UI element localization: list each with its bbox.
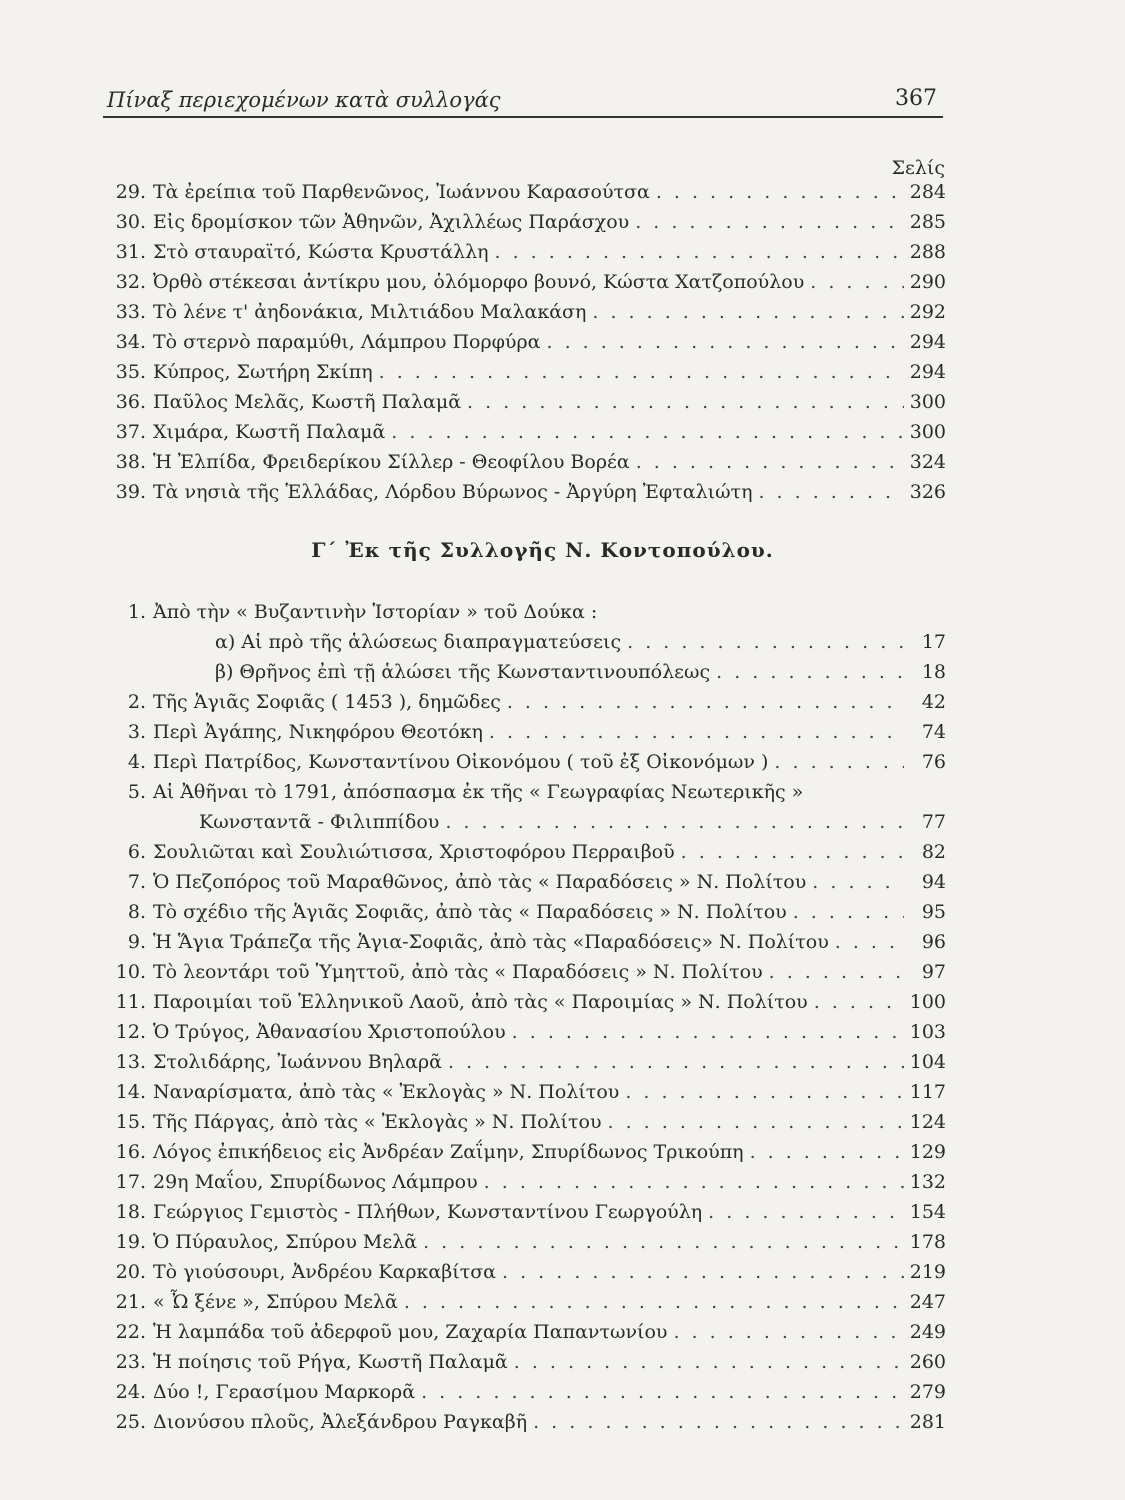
entry-number: 8. [127,901,146,923]
dot-leader [710,657,904,687]
entry-number: 2. [127,691,146,713]
entry-page: 18 [921,661,946,683]
toc-entry [100,837,946,867]
entry-number: 19. [115,1231,146,1253]
entry-number: 23. [115,1351,146,1373]
entry-title: Γεώργιος Γεμιστὸς - Πλήθων, Κωνσταντίνου Γεωργούλη [153,1201,703,1223]
entry-page: 249 [909,1321,946,1343]
toc-entry [100,357,946,387]
entry-page: 281 [909,1411,946,1433]
entry-title: Τὸ λεοντάρι τοῦ Ὑμηττοῦ, ἀπὸ τὰς « Παραδόσεις » Ν. Πολίτου [153,961,763,983]
entry-page: 247 [909,1291,946,1313]
entry-title: Τὸ σχέδιο τῆς Ἁγιᾶς Σοφιᾶς, ἀπὸ τὰς « Παραδόσεις » Ν. Πολίτου [153,901,787,923]
toc-entry [100,177,946,207]
entry-page: 117 [909,1081,946,1103]
toc-entry [100,777,946,807]
entry-title: Παῦλος Μελᾶς, Κωστῆ Παλαμᾶ [153,391,462,413]
toc-entry [100,207,946,237]
entry-page: 284 [909,181,946,203]
entry-number: 36. [115,391,146,413]
dot-leader [629,207,904,237]
entry-number: 7. [127,871,146,893]
entry-title: Παροιμίαι τοῦ Ἑλληνικοῦ Λαοῦ, ἀπὸ τὰς « Παροιμίας » Ν. Πολίτου [153,991,808,1013]
toc-subentry [100,627,946,657]
dot-leader [489,237,905,267]
dot-leader [439,807,904,837]
dot-leader [806,867,904,897]
toc-entry [100,1347,946,1377]
entry-title: Τὰ ἐρείπια τοῦ Παρθενῶνος, Ἰωάννου Καρασούτσα [153,181,650,203]
toc-entry [100,237,946,267]
section-heading [0,538,1125,562]
entry-page: 300 [909,421,946,443]
toc-entry [100,1287,946,1317]
toc-entry [100,1077,946,1107]
entry-title: Ἡ Ἐλπίδα, Φρειδερίκου Σίλλερ - Θεοφίλου Βορέα [153,451,630,473]
page-column-heading: Σελίς [891,157,945,179]
page-number: 367 [895,86,937,111]
entry-number: 24. [115,1381,146,1403]
entry-number: 4. [127,751,146,773]
toc-entry [100,717,946,747]
dot-leader [768,747,904,777]
toc-entries-2-4 [100,687,946,777]
entry-title: Ἡ ποίησις τοῦ Ρήγα, Κωστῆ Παλαμᾶ [153,1351,508,1373]
entry-page: 260 [909,1351,946,1373]
toc-entry [100,957,946,987]
header-title: Πίναξ περιεχομένων κατὰ συλλογάς [107,88,501,112]
running-header [103,82,943,118]
entry-page: 17 [921,631,946,653]
entry-title: Τὸ στερνὸ παραμύθι, Λάμπρου Πορφύρα [153,331,541,353]
entry-number: 6. [127,841,146,863]
entry-page: 294 [909,331,946,353]
entry-title: Ὁ Πεζοπόρος τοῦ Μαραθῶνος, ἀπὸ τὰς « Παραδόσεις » Ν. Πολίτου [153,871,807,893]
entry-title: Τὰ νησιὰ τῆς Ἑλλάδας, Λόρδου Βύρωνος - Ἀργύρη Ἐφταλιώτη [153,481,753,503]
toc-entry [100,477,946,507]
dot-leader [744,1137,904,1167]
entry-title: α) Αἱ πρὸ τῆς ἁλώσεως διαπραγματεύσεις [215,631,622,653]
entry-number: 5. [127,781,146,803]
section-title: Γ΄ Ἐκ τῆς Συλλογῆς Ν. Κοντοπούλου. [311,538,774,562]
toc-entry-continuation [100,807,946,837]
entry-number: 25. [115,1411,146,1433]
toc-list-part-b [100,177,946,507]
entry-page: 96 [921,931,946,953]
entry-title: Διονύσου πλοῦς, Ἀλεξάνδρου Ραγκαβῆ [153,1411,528,1433]
toc-entry [100,1227,946,1257]
toc-entries-6-25 [100,837,946,1437]
dot-leader [829,927,904,957]
toc-subentry [100,657,946,687]
entry-number: 16. [115,1141,146,1163]
dot-leader [478,1167,904,1197]
entry-title: Λόγος ἐπικήδειος εἰς Ἀνδρέαν Ζαΐμην, Σπυρίδωνος Τρικούπη [153,1141,744,1163]
toc-entry [100,267,946,297]
entry-page: 95 [921,901,946,923]
dot-leader [501,687,904,717]
dot-leader [602,1107,905,1137]
entry-number: 34. [115,331,146,353]
toc-entry [100,417,946,447]
entry-page: 294 [909,361,946,383]
entry-number: 22. [115,1321,146,1343]
entry-number: 11. [115,991,146,1013]
entry-number: 32. [115,271,146,293]
entry-number: 17. [115,1171,146,1193]
entry-page: 74 [921,721,946,743]
entry-title: 29η Μαΐου, Σπυρίδωνος Λάμπρου [153,1171,478,1193]
toc-entry [100,297,946,327]
dot-leader [506,1017,904,1047]
toc-entry [100,1167,946,1197]
toc-entry [100,927,946,957]
entry-page: 103 [909,1021,946,1043]
dot-leader [442,1047,904,1077]
entry-title: Στὸ σταυραϊτό, Κώστα Κρυστάλλη [153,241,489,263]
entry-number: 12. [115,1021,146,1043]
entry-page: 76 [921,751,946,773]
entry-number: 39. [115,481,146,503]
entry-number: 33. [115,301,146,323]
dot-leader [540,327,904,357]
entry-title: Ὀρθὸ στέκεσαι ἀντίκρυ μου, ὁλόμορφο βουνό, Κώστα Χατζοπούλου [153,271,805,293]
entry-number: 14. [115,1081,146,1103]
dot-leader [373,357,904,387]
entry-title: Τὸ γιούσουρι, Ἀνδρέου Καρκαβίτσα [153,1261,497,1283]
entry-page: 94 [921,871,946,893]
entry-number: 20. [115,1261,146,1283]
toc-entry [100,687,946,717]
entry-page: 178 [909,1231,946,1253]
toc-entry [100,1137,946,1167]
dot-leader [461,387,904,417]
entry-title-continued: Κωνσταντᾶ - Φιλιππίδου [199,811,440,833]
entry-number: 18. [115,1201,146,1223]
toc-entry [100,327,946,357]
entry-title: Τῆς Ἁγιᾶς Σοφιᾶς ( 1453 ), δημῶδες [153,691,501,713]
dot-leader [527,1407,904,1437]
entry-title: Ὁ Πύραυλος, Σπύρου Μελᾶ [153,1231,418,1253]
entry-number: 31. [115,241,146,263]
entry-title: Περὶ Πατρίδος, Κωνσταντίνου Οἰκονόμου ( τοῦ ἐξ Οἰκονόμων ) [153,751,769,773]
entry-title: Εἰς δρομίσκον τῶν Ἀθηνῶν, Ἀχιλλέως Παράσχου [153,211,630,233]
entry-page: 324 [909,451,946,473]
entry-title: Περὶ Ἀγάπης, Νικηφόρου Θεοτόκη [153,721,483,743]
toc-entry [100,1047,946,1077]
dot-leader [650,177,904,207]
toc-entry [100,1017,946,1047]
entry-page: 104 [909,1051,946,1073]
dot-leader [415,1377,904,1407]
entry-number: 15. [115,1111,146,1133]
entry-page: 300 [909,391,946,413]
entry-number: 13. [115,1051,146,1073]
entry-page: 100 [909,991,946,1013]
entry-title: Αἱ Ἀθῆναι τὸ 1791, ἀπόσπασμα ἐκ τῆς « Γεωγραφίας Νεωτερικῆς » [153,781,804,803]
dot-leader [630,447,904,477]
dot-leader [483,717,904,747]
entry-title: Ὁ Τρύγος, Ἀθανασίου Χριστοπούλου [153,1021,506,1043]
entry-title: Δύο !, Γερασίμου Μαρκορᾶ [153,1381,416,1403]
entry-number: 38. [115,451,146,473]
dot-leader [702,1197,904,1227]
toc-entry [100,1107,946,1137]
dot-leader [619,1077,904,1107]
entry-page: 82 [921,841,946,863]
dot-leader [808,987,904,1017]
toc-entry [100,747,946,777]
entry-number: 10. [115,961,146,983]
dot-leader [385,417,904,447]
dot-leader [804,267,904,297]
toc-entry [100,987,946,1017]
entry-page: 154 [909,1201,946,1223]
entry-number: 29. [115,181,146,203]
entry-title: Ἀπὸ τὴν « Βυζαντινὴν Ἱστορίαν » τοῦ Δούκα : [153,601,598,623]
toc-entry [100,1407,946,1437]
entry-title: Χιμάρα, Κωστῆ Παλαμᾶ [153,421,386,443]
toc-entry [100,447,946,477]
entry-number: 21. [115,1291,146,1313]
entry-title: Κύπρος, Σωτήρη Σκίπη [153,361,373,383]
entry-title: « Ὦ ξένε », Σπύρου Μελᾶ [153,1291,398,1313]
dot-leader [417,1227,904,1257]
toc-entry [100,1197,946,1227]
dot-leader [621,627,904,657]
entry-title: Ἡ λαμπάδα τοῦ ἀδερφοῦ μου, Ζαχαρία Παπαντωνίου [153,1321,668,1343]
entry-number: 3. [127,721,146,743]
entry-page: 292 [909,301,946,323]
entry-page: 129 [909,1141,946,1163]
toc-entry [100,897,946,927]
entry-title: Ναναρίσματα, ἀπὸ τὰς « Ἐκλογὰς » Ν. Πολίτου [153,1081,620,1103]
entry-page: 97 [921,961,946,983]
dot-leader [398,1287,904,1317]
dot-leader [675,837,904,867]
entry-page: 219 [909,1261,946,1283]
dot-leader [787,897,904,927]
entry-number: 37. [115,421,146,443]
entry-page: 124 [909,1111,946,1133]
entry-page: 42 [921,691,946,713]
entry-title: Ἡ Ἅγια Τράπεζα τῆς Ἁγια-Σοφιᾶς, ἀπὸ τὰς «Παραδόσεις» Ν. Πολίτου [153,931,829,953]
entry-page: 290 [909,271,946,293]
dot-leader [586,297,904,327]
toc-list-part-c [100,597,946,1437]
entry-number: 9. [127,931,146,953]
dot-leader [667,1317,904,1347]
entry-page: 279 [909,1381,946,1403]
dot-leader [508,1347,904,1377]
entry-number: 35. [115,361,146,383]
entry-title: Τὸ λένε τ' ἀηδονάκια, Μιλτιάδου Μαλακάση [153,301,587,323]
entry-page: 77 [921,811,946,833]
entry-title: Στολιδάρης, Ἰωάννου Βηλαρᾶ [153,1051,442,1073]
entry-page: 132 [909,1171,946,1193]
entry-title: Τῆς Πάργας, ἀπὸ τὰς « Ἐκλογὰς » Ν. Πολίτου [153,1111,602,1133]
entry-page: 288 [909,241,946,263]
toc-entry [100,387,946,417]
entry-title: Σουλιῶται καὶ Σουλιώτισσα, Χριστοφόρου Περραιβοῦ [153,841,675,863]
entry-page: 326 [909,481,946,503]
dot-leader [752,477,904,507]
toc-entry [100,1377,946,1407]
toc-entry [100,867,946,897]
entry-page: 285 [909,211,946,233]
dot-leader [763,957,904,987]
toc-entry [100,1317,946,1347]
toc-entry [100,1257,946,1287]
entry-number: 30. [115,211,146,233]
toc-entry [100,597,946,627]
dot-leader [496,1257,904,1287]
entry-number: 1. [127,601,146,623]
entry-title: β) Θρῆνος ἐπὶ τῇ ἁλώσει τῆς Κωνσταντινουπόλεως [215,661,711,683]
